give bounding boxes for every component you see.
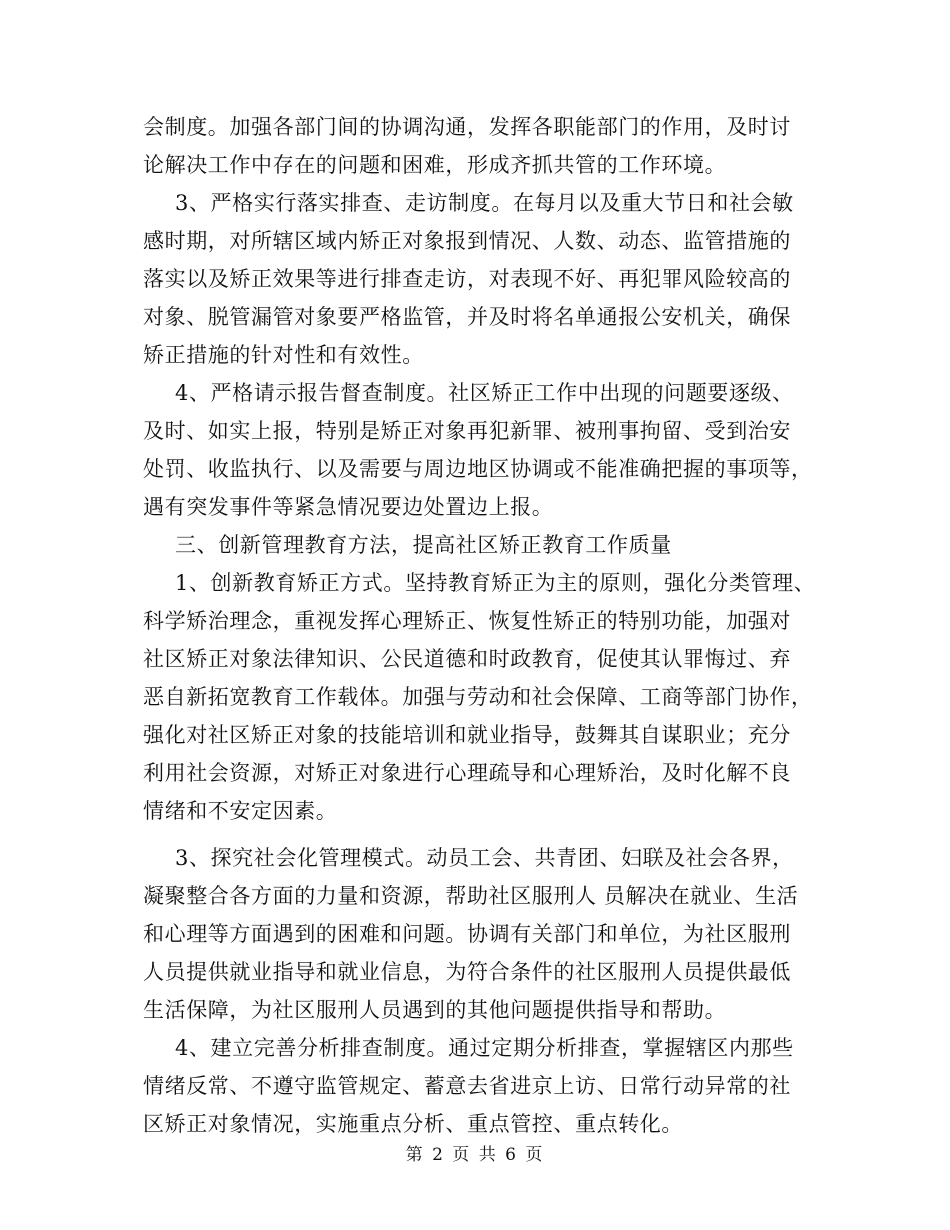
page-number-footer: 第 2 页 共 6 页 <box>405 1145 545 1165</box>
body-text-line: 人员提供就业指导和就业信息，为符合条件的社区服刑人员提供最低 <box>143 960 791 984</box>
body-text-line: 恶自新拓宽教育工作载体。加强与劳动和社会保障、工商等部门协作， <box>143 685 813 709</box>
paragraph-start-line: 1、创新教育矫正方式。坚持教育矫正为主的原则，强化分类管理、 <box>175 571 816 595</box>
body-text-line: 矫正措施的针对性和有效性。 <box>143 343 424 367</box>
body-text-line: 凝聚整合各方面的力量和资源，帮助社区服刑人 员解决在就业、生活 <box>143 884 799 908</box>
body-text-line: 处罚、收监执行、以及需要与周边地区协调或不能准确把握的事项等， <box>143 457 813 481</box>
body-text-line: 对象、脱管漏管对象要严格监管，并及时将名单通报公安机关，确保 <box>143 305 791 329</box>
paragraph-start-line: 3、探究社会化管理模式。动员工会、共青团、妇联及社会各界， <box>175 846 794 870</box>
body-text-line: 情绪反常、不遵守监管规定、蓄意去省进京上访、日常行动异常的社 <box>143 1074 791 1098</box>
body-text-line: 遇有突发事件等紧急情况要边处置边上报。 <box>143 495 554 519</box>
body-text-line: 区矫正对象情况，实施重点分析、重点管控、重点转化。 <box>143 1112 683 1136</box>
body-text-line: 会制度。加强各部门间的协调沟通，发挥各职能部门的作用，及时讨 <box>143 115 791 139</box>
body-text-line: 论解决工作中存在的问题和困难，形成齐抓共管的工作环境。 <box>143 153 727 177</box>
body-text-line: 感时期，对所辖区域内矫正对象报到情况、人数、动态、监管措施的 <box>143 229 791 253</box>
body-text-line: 利用社会资源，对矫正对象进行心理疏导和心理矫治，及时化解不良 <box>143 761 791 785</box>
body-text-line: 社区矫正对象法律知识、公民道德和时政教育，促使其认罪悔过、弃 <box>143 647 791 671</box>
body-text-line: 强化对社区矫正对象的技能培训和就业指导，鼓舞其自谋职业；充分 <box>143 723 791 747</box>
section-heading: 三、创新管理教育方法，提高社区矫正教育工作质量 <box>175 533 672 557</box>
body-text-line: 科学矫治理念，重视发挥心理矫正、恢复性矫正的特别功能，加强对 <box>143 609 791 633</box>
body-text-line: 及时、如实上报，特别是矫正对象再犯新罪、被刑事拘留、受到治安 <box>143 419 791 443</box>
body-text-line: 落实以及矫正效果等进行排查走访，对表现不好、再犯罪风险较高的 <box>143 267 791 291</box>
body-text-line: 情绪和不安定因素。 <box>143 799 338 823</box>
paragraph-start-line: 4、建立完善分析排查制度。通过定期分析排查，掌握辖区内那些 <box>175 1036 794 1060</box>
body-text-line: 生活保障，为社区服刑人员遇到的其他问题提供指导和帮助。 <box>143 998 727 1022</box>
body-text-line: 和心理等方面遇到的困难和问题。协调有关部门和单位，为社区服刑 <box>143 922 791 946</box>
paragraph-start-line: 3、严格实行落实排查、走访制度。在每月以及重大节日和社会敏 <box>175 191 794 215</box>
paragraph-start-line: 4、严格请示报告督查制度。社区矫正工作中出现的问题要逐级、 <box>175 381 794 405</box>
